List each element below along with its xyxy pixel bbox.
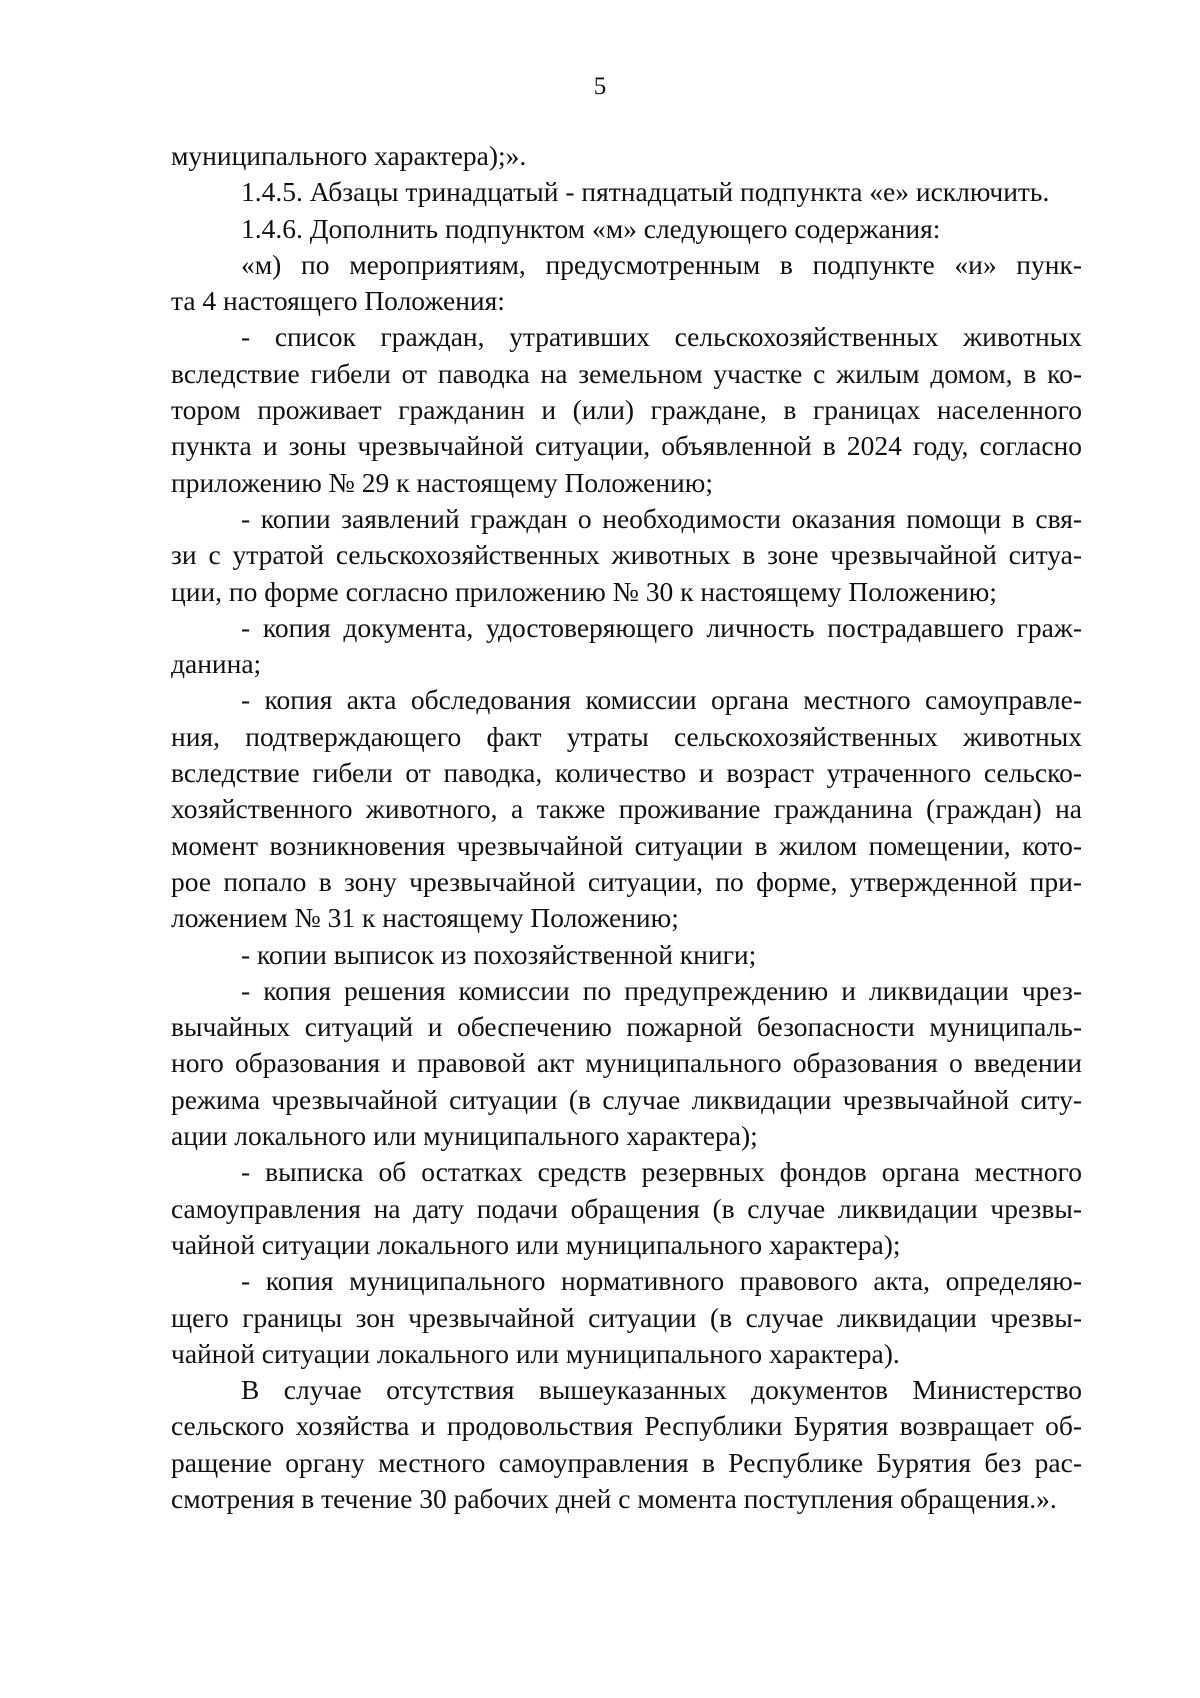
text-line: зи с утратой сельскохозяйственных животных в зоне чрезвычайной ситуа-	[171, 539, 1082, 571]
text-line: - копия акта обследования комиссии органа местного самоуправле-	[241, 684, 1082, 716]
text-line: приложению № 29 к настоящему Положению;	[171, 466, 713, 498]
text-line: 1.4.5. Абзацы тринадцатый - пятнадцатый подпункта «е» исключить.	[241, 176, 1050, 208]
text-line: ния, подтверждающего факт утраты сельскохозяйственных животных	[171, 720, 1082, 752]
text-line: ращение органу местного самоуправления в Республике Бурятия без рас-	[171, 1446, 1082, 1478]
text-line: момент возникновения чрезвычайной ситуации в жилом помещении, кото-	[171, 829, 1082, 861]
text-line: режима чрезвычайной ситуации (в случае ликвидации чрезвычайной ситу-	[171, 1083, 1082, 1115]
text-line: ного образования и правовой акт муниципального образования о введении	[171, 1047, 1082, 1079]
text-line: - копии заявлений граждан о необходимости оказания помощи в свя-	[241, 502, 1082, 534]
text-line: пункта и зоны чрезвычайной ситуации, объявленной в 2024 году, согласно	[171, 430, 1082, 462]
text-line: щего границы зон чрезвычайной ситуации (в случае ликвидации чрезвы-	[171, 1301, 1082, 1333]
text-line: - выписка об остатках средств резервных фондов органа местного	[241, 1156, 1082, 1188]
text-line: чайной ситуации локального или муниципального характера).	[171, 1337, 900, 1369]
text-line: - копия решения комиссии по предупреждению и ликвидации чрез-	[241, 974, 1082, 1006]
text-line: ции, по форме согласно приложению № 30 к настоящему Положению;	[171, 575, 997, 607]
text-line: тором проживает гражданин и (или) граждане, в границах населенного	[171, 394, 1082, 426]
text-line: муниципального характера);».	[171, 140, 527, 171]
text-line: - копия документа, удостоверяющего личность пострадавшего граж-	[241, 611, 1082, 643]
text-line: рое попало в зону чрезвычайной ситуации, по форме, утвержденной при-	[171, 865, 1082, 897]
text-line: вследствие гибели от паводка, количество и возраст утраченного сельско-	[171, 757, 1082, 789]
page-number: 5	[593, 73, 607, 100]
text-line: ложением № 31 к настоящему Положению;	[171, 902, 679, 934]
document-body	[171, 138, 1082, 1517]
text-line: та 4 настоящего Положения:	[171, 285, 505, 317]
text-line: «м) по мероприятиям, предусмотренным в подпункте «и» пунк-	[241, 248, 1082, 280]
text-line: - список граждан, утративших сельскохозяйственных животных	[241, 321, 1082, 353]
text-line: вследствие гибели от паводка на земельном участке с жилым домом, в ко-	[171, 357, 1082, 389]
text-line: сельского хозяйства и продовольствия Республики Бурятия возвращает об-	[171, 1410, 1082, 1442]
text-line: самоуправления на дату подачи обращения (в случае ликвидации чрезвы-	[171, 1192, 1082, 1224]
text-line: ации локального или муниципального характера);	[171, 1120, 758, 1152]
text-line: - копия муниципального нормативного правового акта, определяю-	[241, 1265, 1082, 1297]
text-line: - копии выписок из похозяйственной книги;	[241, 938, 757, 970]
text-line: В случае отсутствия вышеуказанных документов Министерство	[241, 1374, 1082, 1406]
text-line: чайной ситуации локального или муниципального характера);	[171, 1228, 901, 1260]
text-line: данина;	[171, 648, 262, 680]
text-line: хозяйственного животного, а также проживание гражданина (граждан) на	[171, 793, 1082, 825]
text-line: 1.4.6. Дополнить подпунктом «м» следующего содержания:	[241, 212, 941, 244]
text-line: вычайных ситуаций и обеспечению пожарной безопасности муниципаль-	[171, 1011, 1082, 1043]
text-line: смотрения в течение 30 рабочих дней с момента поступления обращения.».	[171, 1482, 1057, 1514]
